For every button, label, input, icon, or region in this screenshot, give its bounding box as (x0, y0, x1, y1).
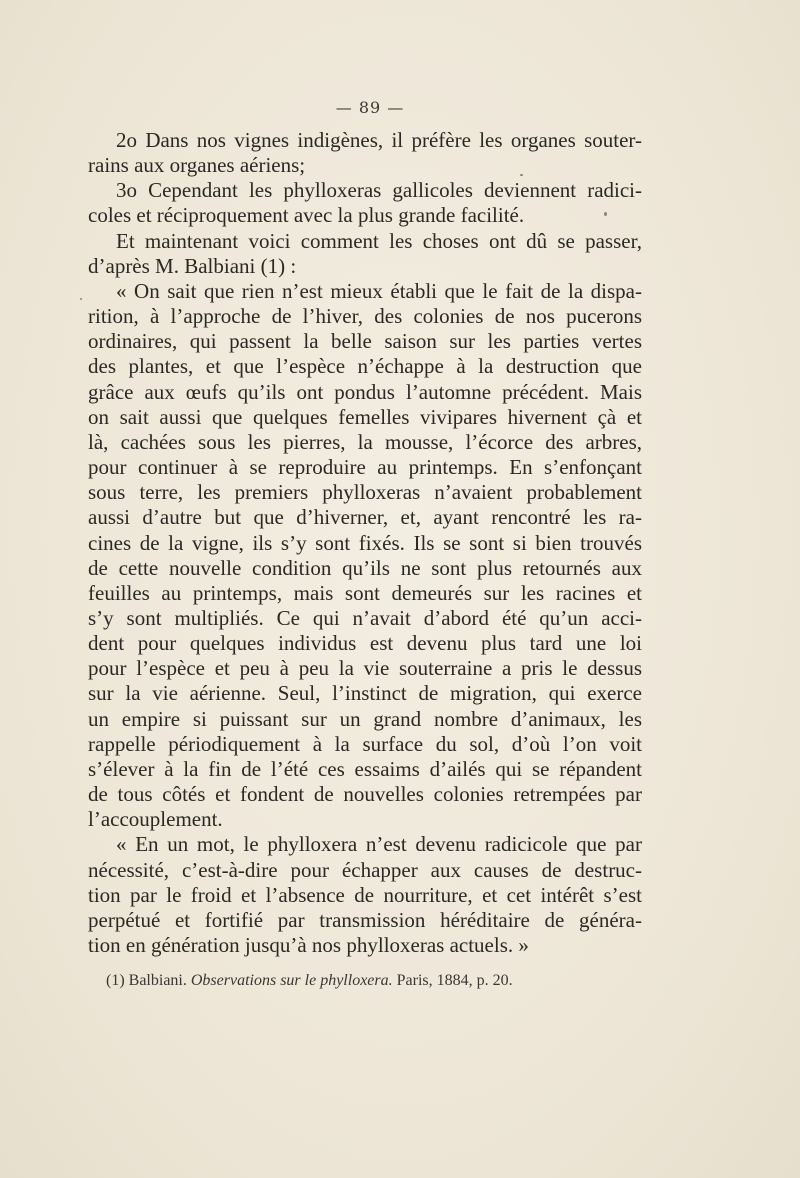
text-line: nécessité, c’est-à-dire pour échapper aux causes de destruc- (88, 857, 642, 882)
text-line: rappelle périodiquement à la surface du sol, d’où l’on voit (88, 731, 642, 756)
text-line: l’accouplement. (88, 807, 223, 832)
text-line: pour continuer à se reproduire au printemps. En s’enfonçant (88, 455, 642, 480)
paper-speck (604, 212, 607, 216)
text-line: Et maintenant voici comment les choses ont dû se passer, (116, 228, 642, 253)
text-line: des plantes, et que l’espèce n’échappe à la destruction que (88, 354, 642, 379)
text-line: rition, à l’approche de l’hiver, des colonies de nos pucerons (88, 304, 642, 329)
text-line: dent pour quelques individus est devenu plus tard une loi (88, 631, 642, 656)
footnote (106, 972, 513, 990)
text-line: s’y sont multipliés. Ce qui n’avait d’abord été qu’un acci- (88, 605, 642, 630)
text-line: perpétué et fortifié par transmission héréditaire de généra- (88, 907, 642, 932)
text-line: de cette nouvelle condition qu’ils ne sont plus retournés aux (88, 555, 642, 580)
text-line: 2o Dans nos vignes indigènes, il préfère les organes souter- (116, 128, 642, 152)
text-line: de tous côtés et fondent de nouvelles colonies retrempées par (88, 782, 642, 807)
text-line: 3o Cependant les phylloxeras gallicoles deviennent radici- (116, 178, 642, 203)
footnote-title: Observations sur le phylloxera. (190, 972, 393, 989)
text-line: aussi d’autre but que d’hiverner, et, ayant rencontré les ra- (88, 505, 642, 530)
text-line: coles et réciproquement avec la plus grande facilité. (88, 203, 525, 228)
text-line: là, cachées sous les pierres, la mousse, l’écorce des arbres, (88, 429, 642, 454)
text-line: un empire si puissant sur un grand nombre d’animaux, les (88, 706, 642, 731)
text-line: « On sait que rien n’est mieux établi que le fait de la dispa- (116, 278, 642, 303)
footnote-rest: Paris, 1884, p. 20. (396, 972, 513, 989)
text-line: s’élever à la fin de l’été ces essaims d’ailés qui se répandent (88, 756, 642, 781)
text-line: sous terre, les premiers phylloxeras n’avaient probablement (88, 480, 642, 505)
body-text (88, 128, 642, 958)
footnote-marker: (1) Balbiani. (106, 972, 187, 989)
text-line: grâce aux œufs qu’ils ont pondus l’automne précédent. Mais (88, 379, 642, 404)
text-line: sur la vie aérienne. Seul, l’instinct de migration, qui exerce (88, 681, 642, 706)
text-line: tion par le froid et l’absence de nourriture, et cet intérêt s’est (88, 882, 642, 907)
text-line: rains aux organes aériens; (88, 153, 306, 178)
paper-speck (520, 174, 523, 176)
paper-speck (80, 298, 82, 300)
text-line: on sait aussi que quelques femelles vivipares hivernent çà et (88, 404, 642, 429)
text-line: pour l’espèce et peu à peu la vie souterraine a pris le dessus (88, 656, 642, 681)
text-line: ordinaires, qui passent la belle saison sur les parties vertes (88, 329, 642, 354)
text-line: d’après M. Balbiani (1) : (88, 253, 297, 278)
page-number: — 89 — (335, 98, 405, 117)
text-line: cines de la vigne, ils s’y sont fixés. Ils se sont si bien trouvés (88, 530, 642, 555)
text-line: tion en génération jusqu’à nos phylloxeras actuels. » (88, 933, 529, 957)
text-line: « En un mot, le phylloxera n’est devenu radicicole que par (116, 832, 642, 857)
text-line: feuilles au printemps, mais sont demeurés sur les racines et (88, 580, 642, 605)
